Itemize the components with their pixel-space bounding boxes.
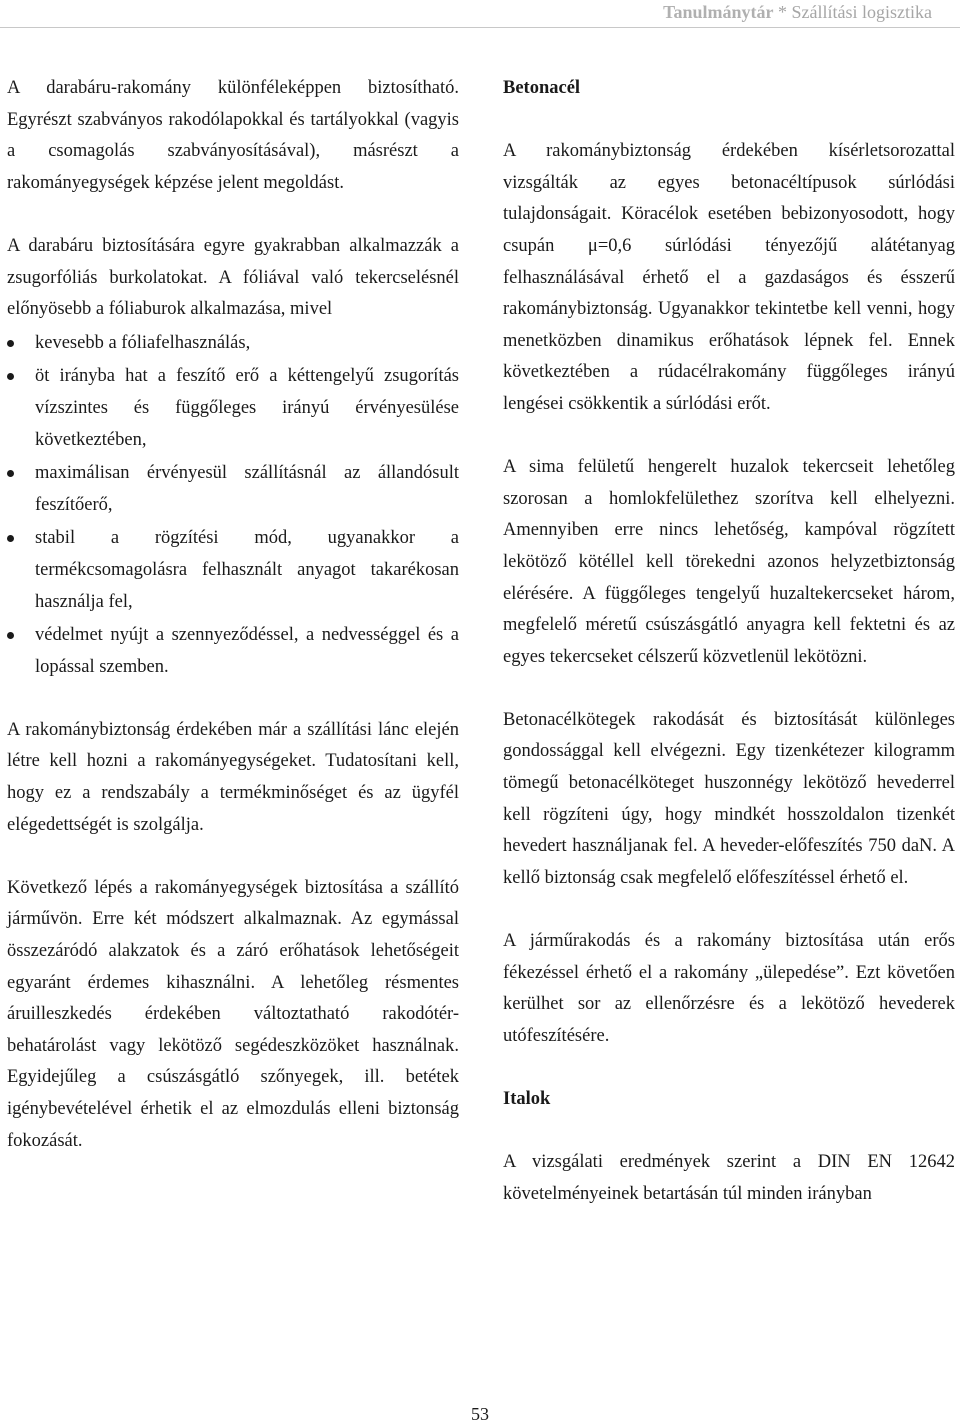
page-number: 53 xyxy=(471,1404,489,1424)
paragraph: A sima felületű hengerelt huzalok tekercseit lehetőleg szorosan a homlokfelülethez szorítva kell elhelyezni. Amennyiben erre nincs lehetőség, kampóval rögzített lekötöző kötéllel kell törekedni azonos helyzetbiztonság elérésére. A függőleges tengelyű huzaltekercseket három, megfelelő méretű csúszásgátló anyagra kell fektetni és az egyes tekercseket célszerű közvetlenül lekötözni. xyxy=(503,457,955,667)
left-column xyxy=(7,73,459,1189)
paragraph: A rakománybiztonság érdekében kísérletsorozattal vizsgálták az egyes betonacéltípusok súrlódási tulajdonságait. Köracélok esetében bebizonyosodott, hogy csupán μ=0,6 súrlódási tényezőjű alátétanyag felhasználásával érhető el a gazdaságos és ésszerű rakománybiztonság. Ugyanakkor tekintetbe kell venni, hogy menetközben dinamikus erőhatások lépnek fel. Ennek következtében a rúdacélrakomány függőleges irányú lengései csökkentik a súrlódási erőt. xyxy=(503,141,955,414)
paragraph: A vizsgálati eredmények szerint a DIN EN 12642 követelményeinek betartásán túl minden irányban xyxy=(503,1152,955,1204)
paragraph: A darabáru biztosítására egyre gyakrabban alkalmazzák a zsugorfóliás burkolatokat. A fóliával való tekercselésnél előnyösebb a fóliaburok alkalmazása, mivel xyxy=(7,235,459,320)
list-item: stabil a rögzítési mód, ugyanakkor a termékcsomagolásra felhasznált anyagot takarékosan használja fel, xyxy=(7,523,459,618)
paragraph: A rakománybiztonság érdekében már a szállítási lánc elején létre kell hozni a rakományegységeket. Tudatosítani kell, hogy ez a rendszabály a termékminőséget és az ügyfél elégedettségét is szolgálja. xyxy=(7,719,459,835)
list-item: öt irányba hat a feszítő erő a kéttengelyű zsugorítás vízszintes és függőleges irányú érvényesülése következtében, xyxy=(7,361,459,456)
bullet-list xyxy=(7,328,459,684)
paragraph: Következő lépés a rakományegységek biztosítása a szállító járművön. Erre két módszert alkalmaznak. Az egymással összezáródó alakzatok és a záró erőhatások lehetőségeit egyaránt érdemes kihasználni. A lehetőleg résmentes áruilleszkedés érdekében változtatható rakodótér-behatárolást vagy lekötöző segédeszközöket használnak. Egyidejűleg a csúszásgátló szőnyegek, ill. betétek igénybevételével érhetik el az elmozdulás elleni biztonság fokozását. xyxy=(7,877,459,1151)
right-column xyxy=(503,73,955,1242)
header-brand: Tanulmánytár xyxy=(663,2,774,22)
paragraph: A járműrakodás és a rakomány biztosítása után erős fékezéssel érhető el a rakomány „ülepedése”. Ezt követően kerülhet sor az ellenőrzésre és a lekötöző hevederek utófeszítésére. xyxy=(503,931,955,1046)
header-divider xyxy=(0,27,960,28)
list-item: maximálisan érvényesül szállításnál az állandósult feszítőerő, xyxy=(7,458,459,521)
header-title: Szállítási logisztika xyxy=(791,2,932,22)
section-heading-italok: Italok xyxy=(503,1089,551,1109)
running-header xyxy=(663,0,932,24)
header-separator: * xyxy=(778,2,788,22)
paragraph: A darabáru-rakomány különféleképpen biztosítható. Egyrészt szabványos rakodólapokkal és tartályokkal (vagyis a csomagolás szabványosításával), másrészt a rakományegységek képzése jelent megoldást. xyxy=(7,78,459,193)
list-item: kevesebb a fóliafelhasználás, xyxy=(7,328,459,360)
list-item: védelmet nyújt a szennyeződéssel, a nedvességgel és a lopással szemben. xyxy=(7,620,459,683)
paragraph: Betonacélkötegek rakodását és biztosítását különleges gondossággal kell elvégezni. Egy tizenkétezer kilogramm tömegű betonacélköteget huszonnégy lekötöző hevederrel kell rögzíteni úgy, hogy mindkét hosszoldalon tizenkét hevedert használjanak fel. A heveder-előfeszítés 750 daN. A kellő biztonság csak megfelelő előfeszítéssel érhető el. xyxy=(503,709,955,888)
section-heading-betonacel: Betonacél xyxy=(503,78,581,98)
